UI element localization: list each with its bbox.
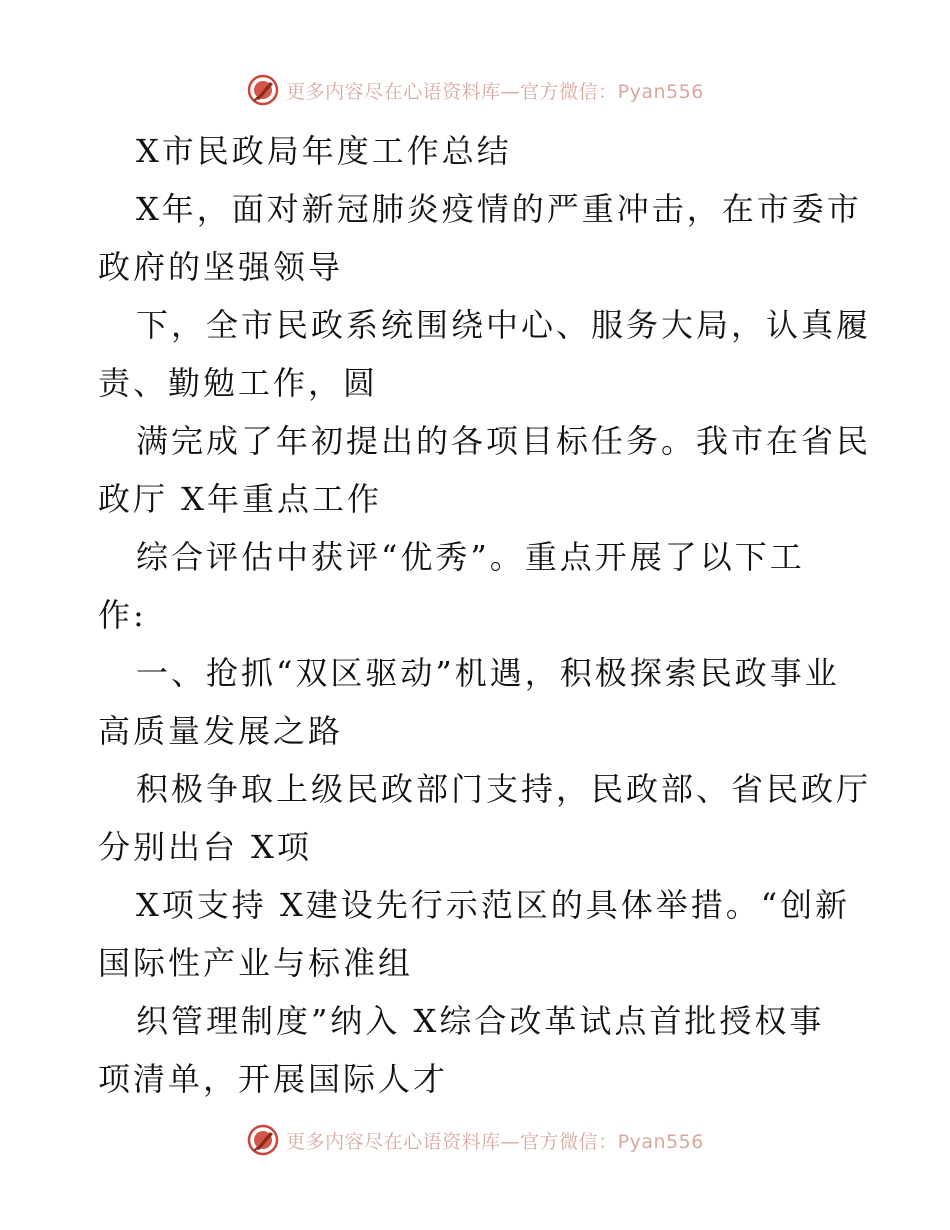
paragraph-line: 织管理制度”纳入 X综合改革试点首批授权事	[136, 1002, 825, 1040]
section-heading-line: 高质量发展之路	[98, 712, 344, 750]
watermark-text: 更多内容尽在心语资料库—官方微信：Pyan556	[286, 80, 704, 103]
footer-watermark	[0, 1120, 950, 1160]
paragraph-line: 积极争取上级民政部门支持，民政部、省民政厅	[136, 770, 872, 808]
paragraph-line: 分别出台 X项	[98, 828, 312, 866]
paragraph-line: 责、勤勉工作，圆	[98, 364, 379, 402]
paragraph-line: X项支持 X建设先行示范区的具体举措。“创新	[136, 886, 851, 924]
paragraph-line: 项清单，开展国际人才	[98, 1060, 449, 1098]
header-watermark	[0, 70, 950, 110]
paragraph-line: 综合评估中获评“优秀”。重点开展了以下工	[136, 538, 805, 576]
document-title: X市民政局年度工作总结	[136, 132, 512, 170]
document-body	[98, 122, 872, 1108]
paragraph-line: 政厅 X年重点工作	[98, 480, 382, 518]
quill-seal-icon	[246, 73, 280, 107]
section-heading-line: 一、抢抓“双区驱动”机遇，积极探索民政事业	[136, 654, 840, 692]
paragraph-line: 国际性产业与标准组	[98, 944, 414, 982]
quill-seal-icon	[246, 1123, 280, 1157]
paragraph-line: 政府的坚强领导	[98, 248, 344, 286]
paragraph-line: 作:	[98, 596, 147, 634]
paragraph-line: 满完成了年初提出的各项目标任务。我市在省民	[136, 422, 872, 460]
paragraph-line: X年，面对新冠肺炎疫情的严重冲击，在市委市	[136, 190, 862, 228]
watermark-text: 更多内容尽在心语资料库—官方微信：Pyan556	[286, 1130, 704, 1153]
paragraph-line: 下，全市民政系统围绕中心、服务大局，认真履	[136, 306, 872, 344]
